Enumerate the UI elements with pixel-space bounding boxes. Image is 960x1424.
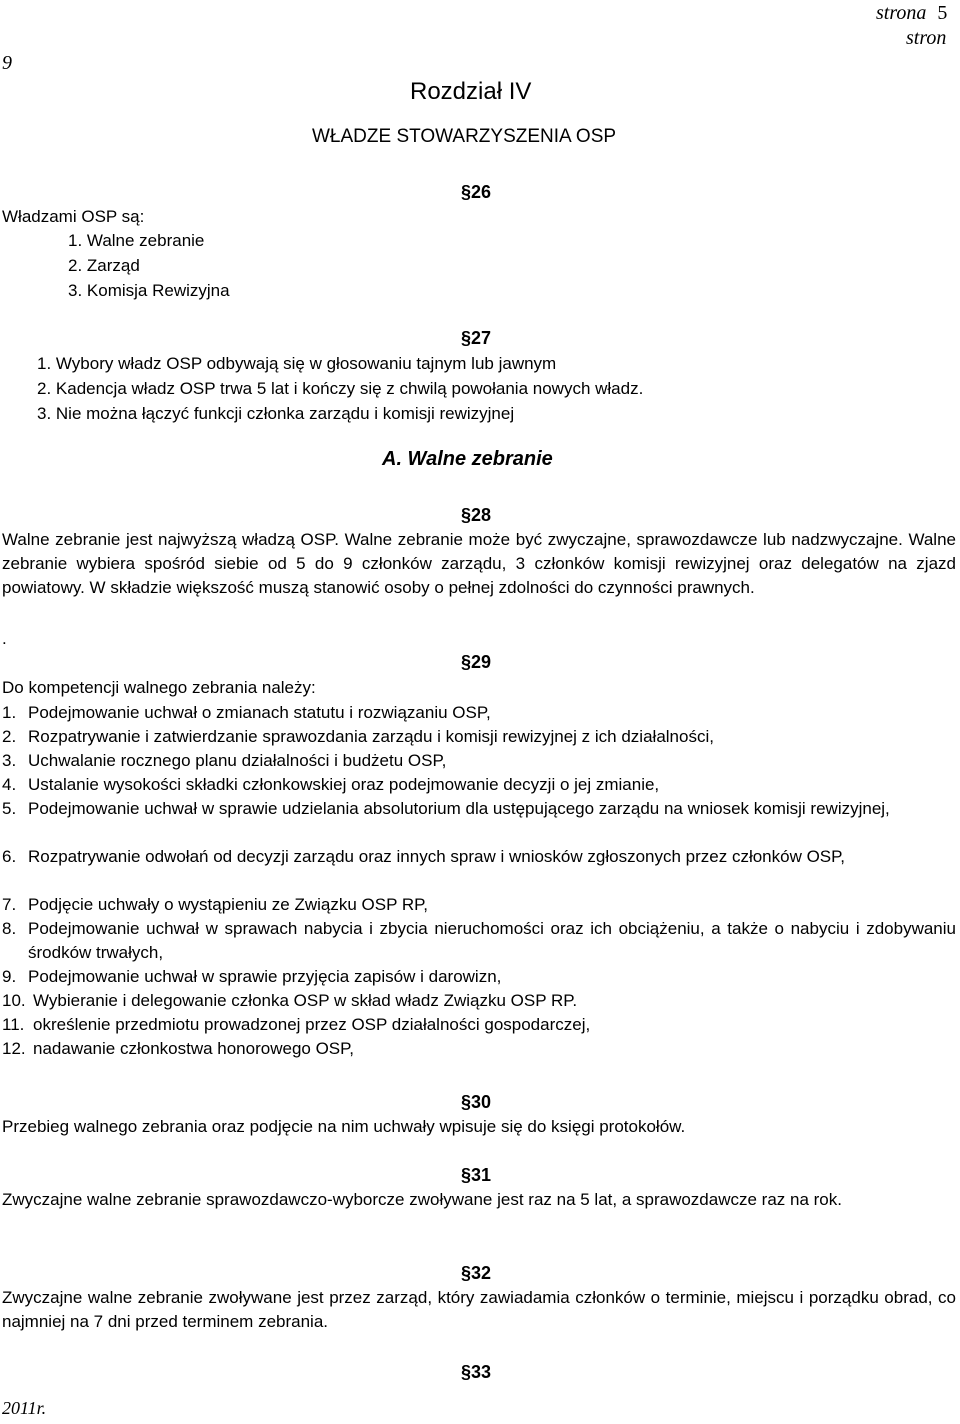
list-item — [2, 1013, 956, 1037]
list-item — [2, 845, 956, 893]
list-item — [2, 917, 956, 965]
section-number: §28 — [461, 505, 492, 525]
section-number: §30 — [461, 1092, 492, 1112]
list-item: 3. Komisja Rewizyjna — [68, 281, 230, 300]
list-item — [2, 1037, 956, 1061]
list-number: 1. — [2, 703, 17, 722]
section-intro: Do kompetencji walnego zebrania należy: — [2, 678, 316, 697]
list-text: Uchwalanie rocznego planu działalności i budżetu OSP, — [28, 751, 447, 770]
list-number: 9. — [2, 967, 17, 986]
list-item — [2, 749, 956, 773]
list-text: Podejmowanie uchwał w sprawie przyjęcia zapisów i darowizn, — [28, 967, 502, 986]
list-number: 12. — [2, 1039, 26, 1058]
list-text: Podjęcie uchwały o wystąpieniu ze Związku OSP RP, — [28, 895, 429, 914]
list-item — [2, 893, 956, 917]
list-item: 1. Wybory władz OSP odbywają się w głosowaniu tajnym lub jawnym — [37, 354, 557, 373]
list-text: określenie przedmiotu prowadzonej przez OSP działalności gospodarczej, — [33, 1015, 591, 1034]
section-number: §27 — [461, 328, 492, 348]
section-number: §33 — [461, 1362, 492, 1382]
list-number: 2. — [2, 727, 17, 746]
competence-list — [2, 701, 956, 1061]
chapter-title: Rozdział IV — [410, 78, 532, 105]
list-text: Rozpatrywanie odwołań od decyzji zarządu oraz innych spraw i wniosków zgłoszonych przez członków OSP, — [28, 847, 846, 866]
list-item — [2, 701, 956, 725]
list-item: 3. Nie można łączyć funkcji członka zarządu i komisji rewizyjnej — [37, 404, 515, 423]
paragraph: Przebieg walnego zebrania oraz podjęcie na nim uchwały wpisuje się do księgi protokołów. — [2, 1117, 686, 1136]
list-item — [2, 797, 956, 845]
list-number: 7. — [2, 895, 17, 914]
list-item — [2, 989, 956, 1013]
list-item: 1. Walne zebranie — [68, 231, 205, 250]
list-text: Podejmowanie uchwał w sprawach nabycia i zbycia nieruchomości oraz ich obciążeniu, a także o nabyciu i zdobywaniu środków trwałych, — [28, 919, 956, 962]
section-number: §32 — [461, 1263, 492, 1283]
subsection-title: A. Walne zebranie — [382, 448, 553, 470]
list-item: 2. Kadencja władz OSP trwa 5 lat i kończy się z chwilą powołania nowych władz. — [37, 379, 644, 398]
page-label-2: stron — [906, 27, 947, 49]
list-item — [2, 773, 956, 797]
list-text: Ustalanie wysokości składki członkowskiej oraz podejmowanie decyzji o jej zmianie, — [28, 775, 660, 794]
list-number: 6. — [2, 847, 17, 866]
paragraph: Zwyczajne walne zebranie zwoływane jest przez zarząd, który zawiadamia członków o terminie, miejscu i porządku obrad, co najmniej na 7 dni przed terminem zebrania. — [2, 1288, 956, 1331]
chapter-subtitle: WŁADZE STOWARZYSZENIA OSP — [312, 126, 617, 147]
section-number: §26 — [461, 182, 492, 202]
page-label: strona — [876, 2, 927, 24]
list-number: 3. — [2, 751, 17, 770]
paragraph: Zwyczajne walne zebranie sprawozdawczo-wyborcze zwoływane jest raz na 5 lat, a sprawozdawcze raz na rok. — [2, 1190, 842, 1209]
list-text: Rozpatrywanie i zatwierdzanie sprawozdania zarządu i komisji rewizyjnej z ich działalności, — [28, 727, 714, 746]
section-intro: Władzami OSP są: — [2, 207, 145, 226]
stray-dot: . — [2, 629, 7, 648]
list-text: Wybieranie i delegowanie członka OSP w skład władz Związku OSP RP. — [33, 991, 578, 1010]
page-current: 5 — [937, 2, 948, 24]
list-number: 11. — [2, 1015, 25, 1034]
list-text: nadawanie członkostwa honorowego OSP, — [33, 1039, 355, 1058]
section-number: §31 — [461, 1165, 492, 1185]
list-number: 4. — [2, 775, 17, 794]
list-item — [2, 965, 956, 989]
list-item: 2. Zarząd — [68, 256, 140, 275]
list-number: 8. — [2, 919, 17, 938]
paragraph: Walne zebranie jest najwyższą władzą OSP. Walne zebranie może być zwyczajne, sprawozdawcze lub nadzwyczajne. Walne zebranie wybiera spośród siebie od 5 do 9 członków zarządu, 3 członków komisji rewizyjnej oraz delegatów na zjazd powiatowy. W składzie większość muszą stanowić osoby o pełnej zdolności do czynności prawnych. — [2, 530, 956, 597]
list-item — [2, 725, 956, 749]
list-text: Podejmowanie uchwał o zmianach statutu i rozwiązaniu OSP, — [28, 703, 491, 722]
list-number: 5. — [2, 799, 17, 818]
section-number: §29 — [461, 652, 492, 672]
page-indicator — [876, 2, 947, 25]
page-number-left: 9 — [2, 52, 12, 74]
list-text: Podejmowanie uchwał w sprawie udzielania absolutorium dla ustępującego zarządu na wniosek komisji rewizyjnej, — [28, 799, 890, 818]
list-number: 10. — [2, 991, 26, 1010]
footer-year: 2011r. — [2, 1398, 47, 1418]
